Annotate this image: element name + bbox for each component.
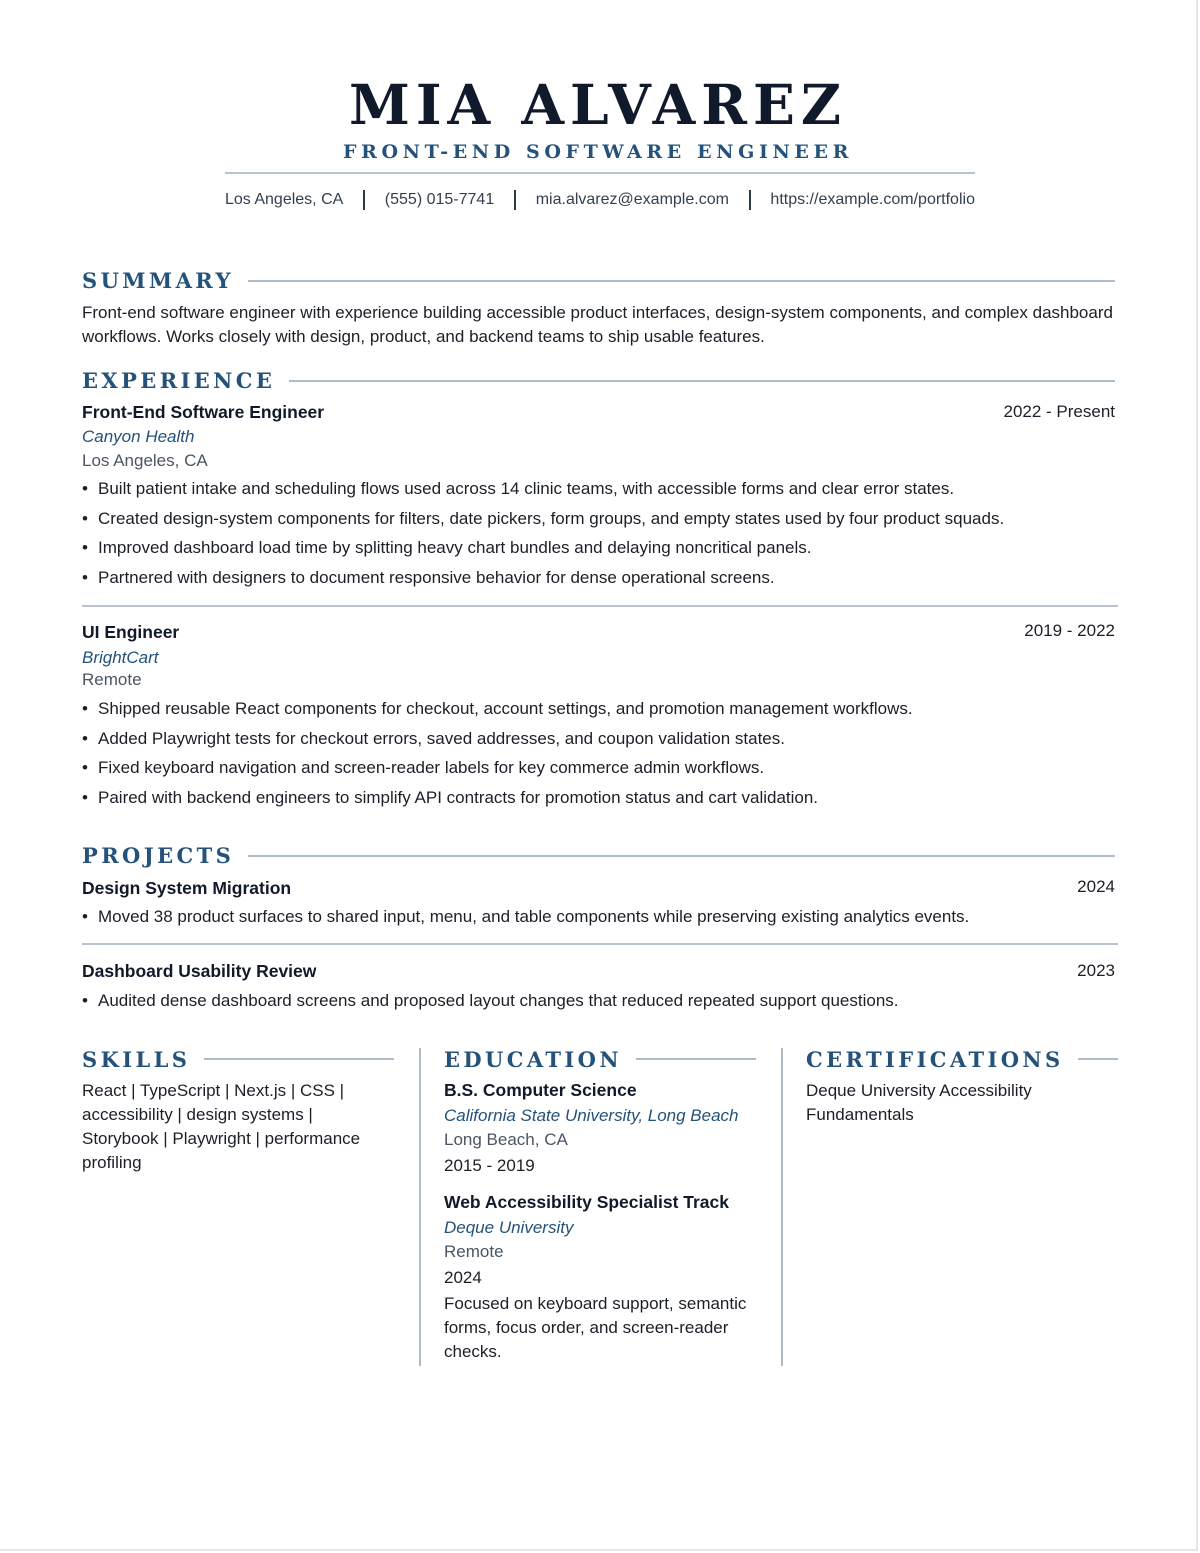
projects-heading [82,843,1115,869]
candidate-role: FRONT-END SOFTWARE ENGINEER [343,141,853,163]
section-title: SUMMARY [82,268,234,293]
list-item: • Partnered with designers to document responsive behavior for dense operational screens. [82,563,1118,593]
list-item: • Audited dense dashboard screens and proposed layout changes that reduced repeated support questions. [82,986,1118,1016]
education-school: Deque University [444,1218,574,1237]
job-location: Los Angeles, CA [82,451,208,470]
skills-text: React | TypeScript | Next.js | CSS | accessibility | design systems | Storybook | Playwright | performance profiling [82,1081,361,1172]
contact-website[interactable]: https://example.com/portfolio [770,191,975,208]
list-item: • Moved 38 product surfaces to shared input, menu, and table components while preserving existing analytics events. [82,902,1118,932]
education-location: Long Beach, CA [444,1130,568,1149]
project-title: Dashboard Usability Review [82,961,317,981]
job-title: Front-End Software Engineer [82,402,325,422]
skills-heading [82,1045,394,1073]
column-divider [419,1048,421,1366]
section-rule [248,280,1115,282]
header-divider [225,172,975,174]
contact-separator [363,190,365,210]
education-dates: 2024 [444,1268,482,1287]
job-divider [82,605,1118,607]
list-item: • Built patient intake and scheduling flows used across 14 clinic teams, with accessible forms and clear error states. [82,474,1118,504]
job-company: Canyon Health [82,427,195,446]
education-school: California State University, Long Beach [444,1106,739,1125]
job-dates: 2022 - Present [1003,402,1115,421]
education-entry [444,1190,756,1364]
job-bullets [82,694,1118,812]
contact-bar [225,188,975,212]
education-location: Remote [444,1242,504,1261]
education-dates: 2015 - 2019 [444,1156,535,1175]
education-degree: B.S. Computer Science [444,1080,637,1100]
education-description: Focused on keyboard support, semantic forms, focus order, and screen-reader checks. [444,1294,747,1361]
section-title: CERTIFICATIONS [806,1046,1064,1072]
contact-separator [749,190,751,210]
list-item: • Shipped reusable React components for checkout, account settings, and promotion management workflows. [82,694,1118,724]
job-dates: 2019 - 2022 [1024,621,1115,640]
education-column [444,1045,756,1364]
list-item: • Added Playwright tests for checkout errors, saved addresses, and coupon validation states. [82,724,1118,754]
contact-email[interactable]: mia.alvarez@example.com [535,191,729,208]
column-divider [781,1048,783,1366]
section-rule [1078,1058,1118,1060]
skills-column [82,1045,394,1175]
section-title: EDUCATION [444,1046,622,1072]
summary-heading [82,268,1115,294]
list-item: • Fixed keyboard navigation and screen-reader labels for key commerce admin workflows. [82,753,1118,783]
project-title: Design System Migration [82,878,292,898]
experience-heading [82,368,1115,394]
summary-text: Front-end software engineer with experience building accessible product interfaces, design-system components, and complex dashboard workflows. Works closely with design, product, and backend teams to ship usable features. [82,303,1113,346]
certifications-heading [806,1045,1118,1073]
list-item: • Improved dashboard load time by splitting heavy chart bundles and delaying noncritical panels. [82,533,1118,563]
project-bullets [82,986,1118,1016]
education-heading [444,1045,756,1073]
section-rule [248,855,1115,857]
list-item: • Paired with backend engineers to simplify API contracts for promotion status and cart validation. [82,783,1118,813]
list-item: • Created design-system components for filters, date pickers, form groups, and empty states used by four product squads. [82,504,1118,534]
job-bullets [82,474,1118,592]
contact-phone: (555) 015-7741 [384,191,495,208]
section-title: EXPERIENCE [82,368,276,393]
section-title: PROJECTS [82,843,235,868]
section-rule [289,380,1115,382]
contact-separator [514,190,516,210]
project-year: 2023 [1077,961,1115,980]
education-degree: Web Accessibility Specialist Track [444,1192,729,1212]
project-divider [82,943,1118,945]
section-rule [204,1058,394,1060]
contact-location: Los Angeles, CA [225,191,344,208]
job-title: UI Engineer [82,622,180,642]
candidate-name: MIA ALVAREZ [348,72,848,137]
project-bullets [82,902,1118,932]
section-rule [636,1058,756,1060]
project-year: 2024 [1077,877,1115,896]
certification-item: Deque University Accessibility Fundamentals [806,1081,1032,1124]
education-entry [444,1078,756,1178]
job-location: Remote [82,670,142,689]
section-title: SKILLS [82,1046,191,1072]
certifications-column [806,1045,1118,1127]
job-company: BrightCart [82,648,159,667]
